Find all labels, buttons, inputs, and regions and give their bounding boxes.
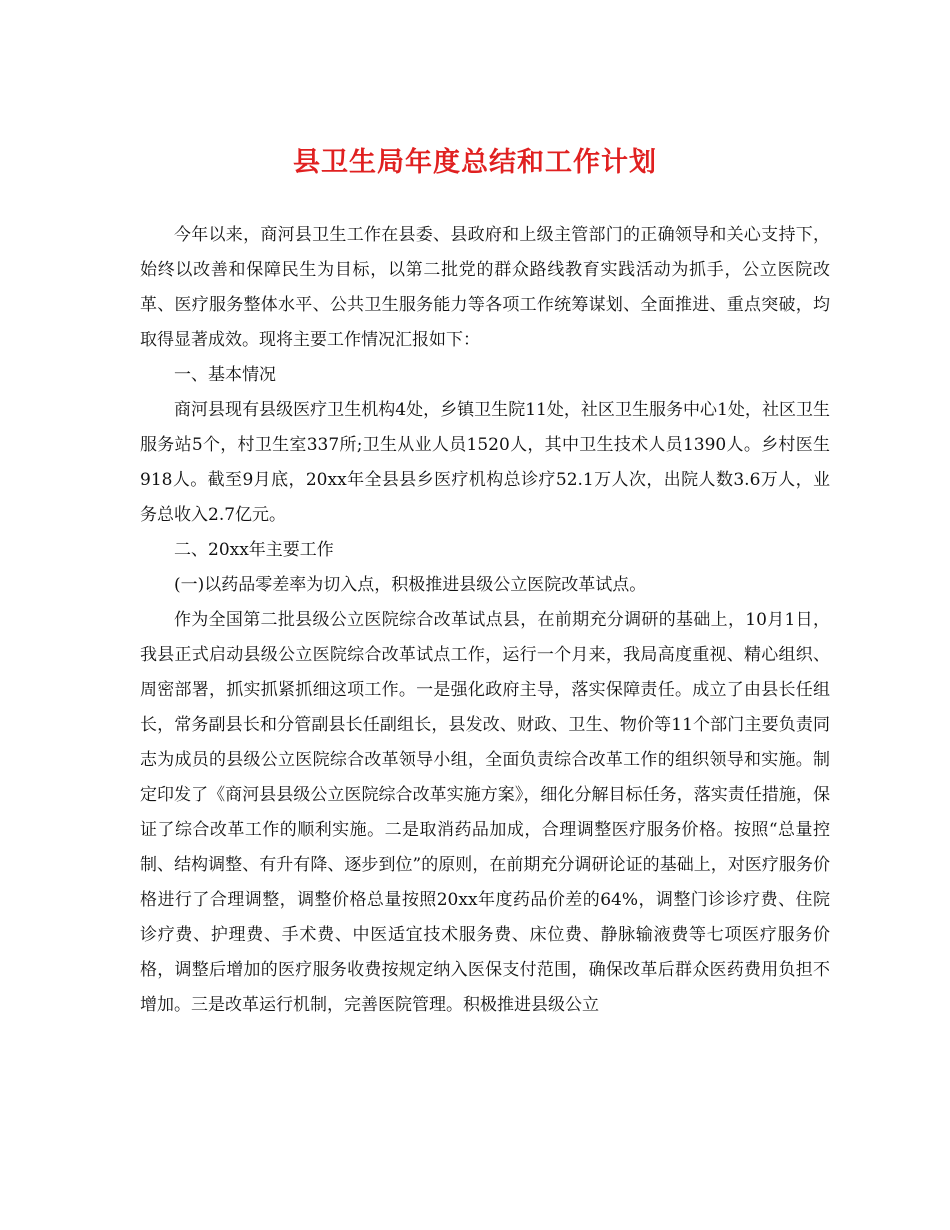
section-heading-basic: 一、基本情况 xyxy=(174,365,276,385)
paragraph-reform: 作为全国第二批县级公立医院综合改革试点县，在前期充分调研的基础上，10月1日，我县正式启动县级公立医院综合改革试点工作，运行一个月来，我局高度重视、精心组织、周密部署，抓实抓紧抓细这项工作。一是强化政府主导，落实保障责任。成立了由县长任组长，常务副县长和分管副县长任副组长，县发改、财政、卫生、物价等11个部门主要负责同志为成员的县级公立医院综合改革领导小组，全面负责综合改革工作的组织领导和实施。制定印发了《商河县县级公立医院综合改革实施方案》，细化分解目标任务，落实责任措施，保证了综合改革工作的顺利实施。二是取消药品加成，合理调整医疗服务价格。按照“总量控制、结构调整、有升有降、逐步到位”的原则，在前期充分调研论证的基础上，对医疗服务价格进行了合理调整，调整价格总量按照20xx年度药品价差的64%，调整门诊诊疗费、住院诊疗费、护理费、手术费、中医适宜技术服务费、床位费、静脉输液费等七项医疗服务价格，调整后增加的医疗服务收费按规定纳入医保支付范围，确保改革后群众医药费用负担不增加。三是改革运行机制，完善医院管理。积极推进县级公立 xyxy=(140,610,830,1015)
document-title: 县卫生局年度总结和工作计划 xyxy=(293,147,657,178)
paragraph-basic-situation: 商河县现有县级医疗卫生机构4处，乡镇卫生院11处，社区卫生服务中心1处，社区卫生服务站5个，村卫生室337所;卫生从业人员1520人，其中卫生技术人员1390人。乡村医生918人。截至9月底，20xx年全县县乡医疗机构总诊疗52.1万人次，出院人数3.6万人，业务总收入2.7亿元。 xyxy=(140,400,830,525)
paragraph-intro: 今年以来，商河县卫生工作在县委、县政府和上级主管部门的正确领导和关心支持下，始终以改善和保障民生为目标，以第二批党的群众路线教育实践活动为抓手，公立医院改革、医疗服务整体水平、公共卫生服务能力等各项工作统筹谋划、全面推进、重点突破，均取得显著成效。现将主要工作情况汇报如下： xyxy=(140,225,830,350)
document-body xyxy=(140,218,830,1023)
section-heading-main-work: 二、20xx年主要工作 xyxy=(174,540,334,560)
subsection-heading-1: (一)以药品零差率为切入点，积极推进县级公立医院改革试点。 xyxy=(174,575,647,595)
